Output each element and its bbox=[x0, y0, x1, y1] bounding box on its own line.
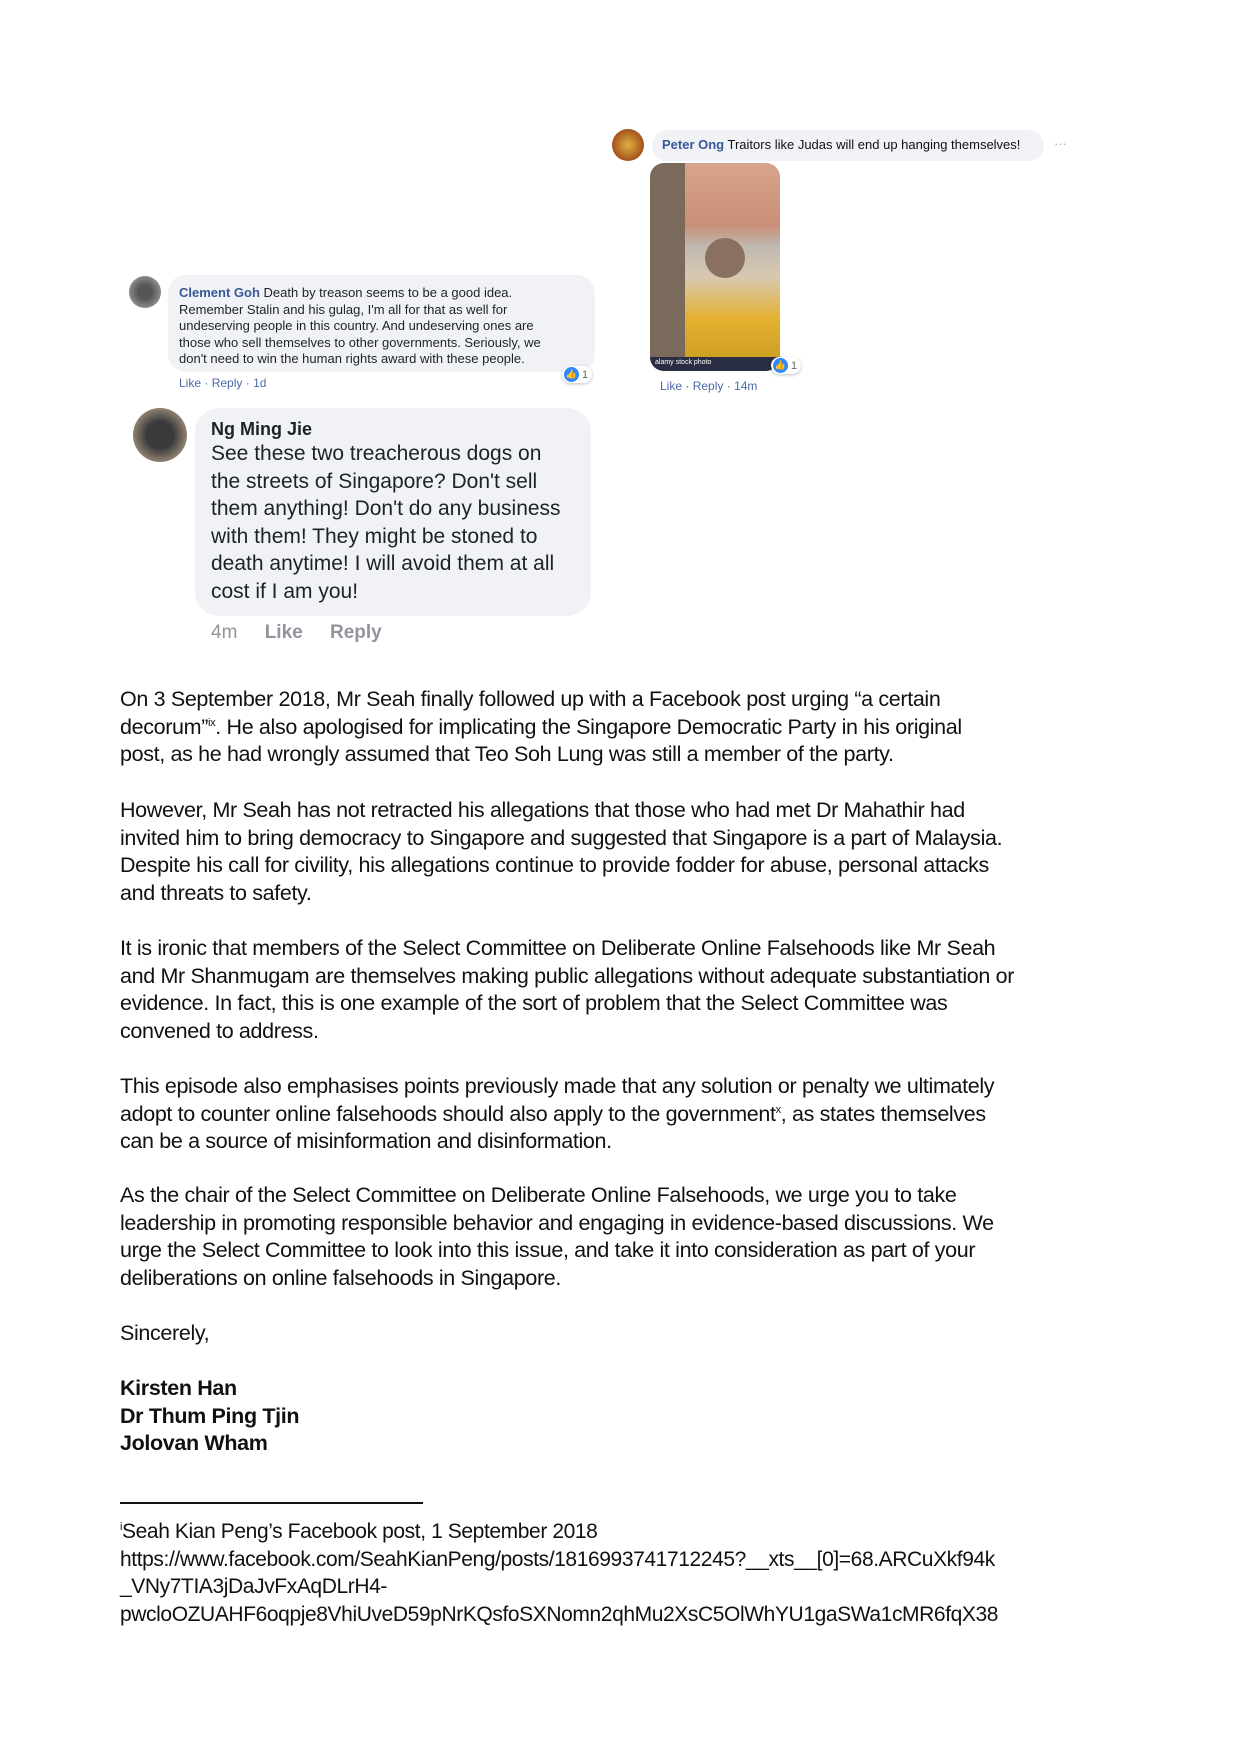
like-link[interactable]: Like bbox=[660, 379, 683, 393]
reply-link[interactable]: Reply bbox=[330, 622, 382, 643]
signatory: Kirsten Han bbox=[120, 1376, 237, 1400]
paragraph-decorum: On 3 September 2018, Mr Seah finally followed up with a Facebook post urging “a certain decorum”$^{ix}$. He also apologised for implicating the Singapore Democratic Party in his original post, as he had wrongly assumed that Teo Soh Lung was still a member of the party. bbox=[120, 687, 962, 767]
paragraph-episode: This episode also emphasises points previously made that any solution or penalty we ultimately adopt to counter online falsehoods should also apply to the government$^x$, as states themselves can be a source of misinformation and disinformation. bbox=[120, 1074, 995, 1154]
footnote-url[interactable]: https://www.facebook.com/SeahKianPeng/posts/1816993741712245?__xts__[0]=68.ARCuXkf94k bbox=[120, 1547, 995, 1571]
reaction-count[interactable]: 👍 1 bbox=[562, 366, 592, 383]
comment-image[interactable] bbox=[650, 163, 780, 371]
avatar-peter-ong[interactable] bbox=[612, 129, 644, 161]
commenter-name[interactable]: Clement Goh bbox=[179, 285, 260, 300]
image-credit: alamy stock photo bbox=[650, 357, 780, 371]
reply-link[interactable]: Reply bbox=[692, 379, 724, 393]
commenter-name[interactable]: Peter Ong bbox=[662, 137, 725, 152]
endnote-marker[interactable]: ix bbox=[208, 716, 216, 729]
avatar-ng-ming-jie[interactable] bbox=[133, 408, 187, 462]
signatories bbox=[120, 1375, 299, 1458]
paragraph-chair: As the chair of the Select Committee on Deliberate Online Falsehoods, we urge you to take leadership in promoting responsible behavior and engaging in evidence-based discussions. We urge the Select Committee to look into this issue, and take it into consideration as part of your deliberations on online falsehoods in Singapore. bbox=[120, 1183, 994, 1290]
avatar-clement-goh[interactable] bbox=[129, 276, 161, 308]
like-thumb-icon: 👍 bbox=[564, 367, 579, 382]
comment-bubble-peter-ong bbox=[652, 130, 1044, 161]
footnote-url[interactable]: _VNy7TIA3jDaJvFxAqDLrH4- bbox=[120, 1575, 387, 1598]
reaction-count[interactable]: 👍 1 bbox=[771, 357, 801, 374]
timestamp[interactable]: 4m bbox=[211, 622, 238, 643]
comment-text: Traitors like Judas will end up hanging themselves! bbox=[727, 137, 1021, 152]
like-link[interactable]: Like bbox=[179, 376, 202, 390]
endnote-marker[interactable]: x bbox=[775, 1103, 781, 1116]
commenter-name[interactable]: Ng Ming Jie bbox=[211, 419, 313, 439]
comment-bubble-clement-goh: Clement Goh Death by treason seems to be a good idea. Remember Stalin and his gulag, I'm all for that as well for undeserving people in this country. And undeserving ones are those who sell themselves to other governments. Seriously, we don't need to win the human rights award with these people. bbox=[168, 275, 595, 372]
like-thumb-icon: 👍 bbox=[773, 358, 788, 373]
footnote-url[interactable]: pwcloOZUAHF6oqpje8VhiUveD59pNrKQsfoSXNomn2qhMu2XsC5OlWhYU1gaSWa1cMR6fqX38 bbox=[120, 1602, 999, 1626]
reply-link[interactable]: Reply bbox=[211, 376, 243, 390]
footnote-divider bbox=[120, 1502, 423, 1504]
footnote: $^i$Seah Kian Peng’s Facebook post, 1 September 2018 https://www.facebook.com/SeahKianPeng/posts/1816993741712245?__xts__[0]=68.ARCuXkf94k _VNy7TIA3jDaJvFxAqDLrH4- pwcloOZUAHF6oqpje8VhiUveD59pNrKQsfoSXNomn2qhMu2XsC5OlWhYU1gaSWa1cMR6fqX38 bbox=[120, 1518, 998, 1628]
paragraph-not-retracted: However, Mr Seah has not retracted his allegations that those who had met Dr Mahathir had invited him to bring democracy to Singapore and suggested that Singapore is a part of Malaysia. Despite his call for civility, his allegations continue to provide fodder for abuse, personal attacks and threats to safety. bbox=[120, 798, 1003, 905]
signatory: Jolovan Wham bbox=[120, 1431, 268, 1456]
like-link[interactable]: Like bbox=[264, 622, 303, 643]
comment-bubble-ng-ming-jie: Ng Ming Jie See these two treacherous dogs on the streets of Singapore? Don't sell them anything! Don't do any business with them! They might be stoned to death anytime! I will avoid them at all cost if I am you! bbox=[195, 408, 591, 616]
more-options-icon[interactable]: ··· bbox=[1054, 136, 1067, 151]
timestamp[interactable]: 14m bbox=[734, 379, 758, 393]
comment-actions bbox=[211, 622, 382, 644]
paragraph-ironic: It is ironic that members of the Select Committee on Deliberate Online Falsehoods like Mr Seah and Mr Shanmugam are themselves making public allegations without adequate substantiation or evidence. In fact, this is one example of the sort of problem that the Select Committee was convened to address. bbox=[120, 936, 1015, 1043]
comment-actions: Like · Reply · 1d bbox=[179, 376, 267, 390]
signatory: Dr Thum Ping Tjin bbox=[120, 1403, 300, 1428]
timestamp[interactable]: 1d bbox=[253, 376, 267, 390]
comment-actions: Like · Reply · 14m bbox=[660, 379, 758, 393]
closing: Sincerely, bbox=[120, 1321, 210, 1345]
